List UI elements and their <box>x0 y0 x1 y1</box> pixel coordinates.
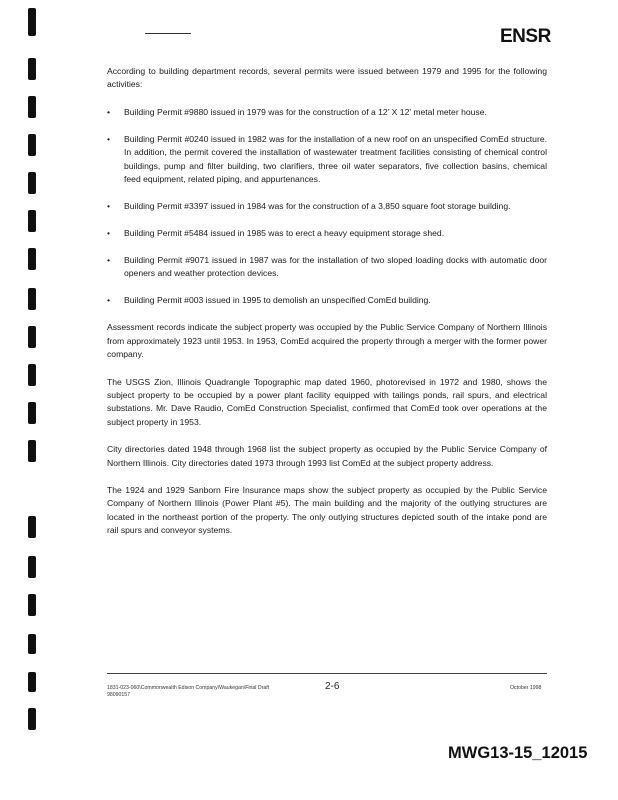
intro-paragraph: According to building department records, several permits were issued between 1979 and 1995 for the following activities: <box>107 66 547 90</box>
bates-stamp: MWG13-15_12015 <box>448 744 588 762</box>
permit-list <box>107 106 547 308</box>
punch-mark <box>28 364 36 386</box>
bullet-icon: • <box>107 106 111 117</box>
list-item <box>107 200 547 213</box>
punch-mark <box>28 58 36 80</box>
punch-mark <box>28 96 36 118</box>
assessment-paragraph: Assessment records indicate the subject property was occupied by the Public Service Company of Northern Illinois from approximately 1923 until 1953. In 1953, ComEd acquired the property through a merger with the former power company. <box>107 322 547 360</box>
city-directories-paragraph: City directories dated 1948 through 1968 list the subject property as occupied by the Public Service Company of Northern Illinois. City directories dated 1973 through 1993 list ComEd at the subject property address. <box>107 444 547 468</box>
punch-mark <box>28 634 36 654</box>
punch-mark <box>28 672 36 692</box>
list-item <box>107 227 547 240</box>
punch-mark <box>28 326 36 348</box>
punch-mark <box>28 134 36 156</box>
bullet-icon: • <box>107 200 111 211</box>
permit-text: Building Permit #3397 issued in 1984 was for the construction of a 3,850 square foot storage building. <box>124 200 511 211</box>
company-logo: ENSR <box>500 26 551 47</box>
list-item <box>107 254 547 281</box>
permit-text: Building Permit #9880 issued in 1979 was for the construction of a 12’ X 12’ metal meter house. <box>124 106 487 117</box>
punch-mark <box>28 594 36 616</box>
punch-mark <box>28 556 36 578</box>
page-number: 2-6 <box>325 681 340 692</box>
punch-mark <box>28 8 36 36</box>
footer-rule <box>107 673 547 674</box>
list-item <box>107 133 547 187</box>
footer-date: October 1998 <box>510 685 542 691</box>
permit-text: Building Permit #9071 issued in 1987 was for the installation of two sloped loading docks with automatic door openers and weather protection devices. <box>124 254 547 279</box>
header-rule <box>145 33 191 34</box>
usgs-paragraph: The USGS Zion, Illinois Quadrangle Topographic map dated 1960, photorevised in 1972 and 1980, shows the subject property to be occupied by a power plant facility equipped with tailings ponds, rail spurs, and electrical substations. Mr. Dave Raudio, ComEd Construction Specialist, confirmed that ComEd took over operations at the subject property in 1953. <box>107 376 547 427</box>
punch-mark <box>28 402 36 424</box>
punch-mark <box>28 210 36 232</box>
footer-path-line: 1831-023-060\Commonwealth Edison Company\Waukegan\Final Draft <box>107 685 270 691</box>
punch-mark <box>28 172 36 194</box>
punch-mark <box>28 516 36 538</box>
bullet-icon: • <box>107 294 111 305</box>
bullet-icon: • <box>107 254 111 265</box>
bullet-icon: • <box>107 227 111 238</box>
binder-punch-marks <box>28 0 42 740</box>
punch-mark <box>28 288 36 310</box>
bullet-icon: • <box>107 133 111 144</box>
footer-file-path <box>107 685 307 699</box>
permit-text: Building Permit #0240 issued in 1982 was for the installation of a new roof on an unspecified ComEd structure. In addition, the permit covered the installation of wastewater treatment facilities consisting of chemical control buildings, pump and filter building, two clarifiers, three oil water separators, five collection basins, chemical feed equipment, related piping, and appurtenances. <box>124 133 547 184</box>
permit-text: Building Permit #003 issued in 1995 to demolish an unspecified ComEd building. <box>124 294 431 305</box>
list-item <box>107 294 547 307</box>
list-item <box>107 106 547 119</box>
document-body <box>107 65 547 552</box>
sanborn-paragraph: The 1924 and 1929 Sanborn Fire Insurance maps show the subject property as occupied by the Public Service Company of Northern Illinois (Power Plant #5). The main building and the majority of the outlying structures are located in the northeast portion of the property. The only outlying structures depicted south of the intake pond are rail spurs and conveyor systems. <box>107 485 547 536</box>
permit-text: Building Permit #5484 issued in 1985 was to erect a heavy equipment storage shed. <box>124 227 445 238</box>
punch-mark <box>28 248 36 270</box>
punch-mark <box>28 708 36 730</box>
punch-mark <box>28 440 36 462</box>
footer-doc-number: 98090157 <box>107 692 131 698</box>
